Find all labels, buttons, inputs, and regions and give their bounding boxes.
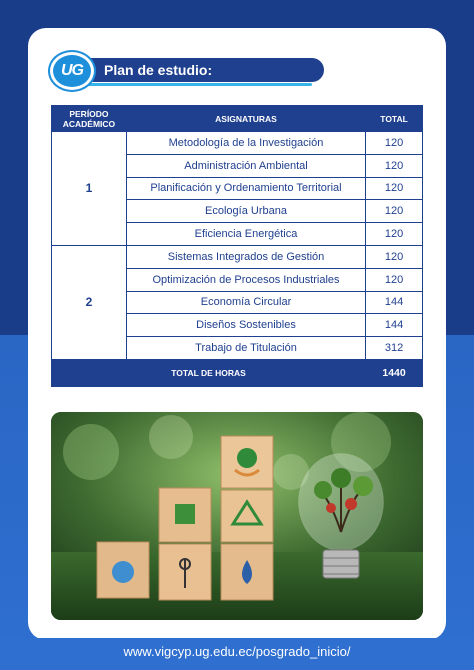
wooden-block bbox=[221, 490, 273, 542]
hours-cell: 120 bbox=[366, 223, 423, 246]
period-cell: 1 bbox=[52, 132, 127, 246]
sustainability-illustration bbox=[51, 412, 423, 620]
total-hours-value: 1440 bbox=[366, 359, 423, 386]
wooden-block bbox=[221, 544, 273, 600]
wooden-block bbox=[159, 544, 211, 600]
col-header-subjects: ASIGNATURAS bbox=[126, 106, 365, 132]
hours-cell: 144 bbox=[366, 291, 423, 314]
subject-cell: Ecología Urbana bbox=[126, 200, 365, 223]
subject-cell: Metodología de la Investigación bbox=[126, 132, 365, 155]
hours-cell: 120 bbox=[366, 132, 423, 155]
subject-cell: Trabajo de Titulación bbox=[126, 337, 365, 360]
page-title: Plan de estudio: bbox=[104, 62, 213, 78]
wooden-block bbox=[159, 488, 211, 542]
hours-cell: 120 bbox=[366, 154, 423, 177]
col-header-total: TOTAL bbox=[366, 106, 423, 132]
website-link[interactable]: www.vigcyp.ug.edu.ec/posgrado_inicio/ bbox=[123, 644, 351, 659]
hours-cell: 144 bbox=[366, 314, 423, 337]
header-underline bbox=[80, 83, 312, 86]
hours-cell: 312 bbox=[366, 337, 423, 360]
total-hours-row bbox=[52, 359, 423, 386]
subject-cell: Sistemas Integrados de Gestión bbox=[126, 245, 365, 268]
period-cell: 2 bbox=[52, 245, 127, 359]
wooden-block bbox=[221, 436, 273, 488]
subject-cell: Optimización de Procesos Industriales bbox=[126, 268, 365, 291]
table-row bbox=[52, 245, 423, 268]
study-plan-table bbox=[51, 105, 423, 387]
subject-cell: Economía Circular bbox=[126, 291, 365, 314]
hours-cell: 120 bbox=[366, 245, 423, 268]
subject-cell: Eficiencia Energética bbox=[126, 223, 365, 246]
subject-cell: Administración Ambiental bbox=[126, 154, 365, 177]
total-hours-label: TOTAL DE HORAS bbox=[52, 359, 366, 386]
sustainability-photo bbox=[51, 412, 423, 620]
hours-cell: 120 bbox=[366, 200, 423, 223]
subject-cell: Diseños Sostenibles bbox=[126, 314, 365, 337]
table-row bbox=[52, 132, 423, 155]
table-header-row bbox=[52, 106, 423, 132]
subject-cell: Planificación y Ordenamiento Territorial bbox=[126, 177, 365, 200]
col-header-period: PERÍODO ACADÉMICO bbox=[52, 106, 127, 132]
ug-logo: UG bbox=[50, 52, 94, 90]
hours-cell: 120 bbox=[366, 268, 423, 291]
hours-cell: 120 bbox=[366, 177, 423, 200]
wooden-block bbox=[97, 542, 149, 598]
